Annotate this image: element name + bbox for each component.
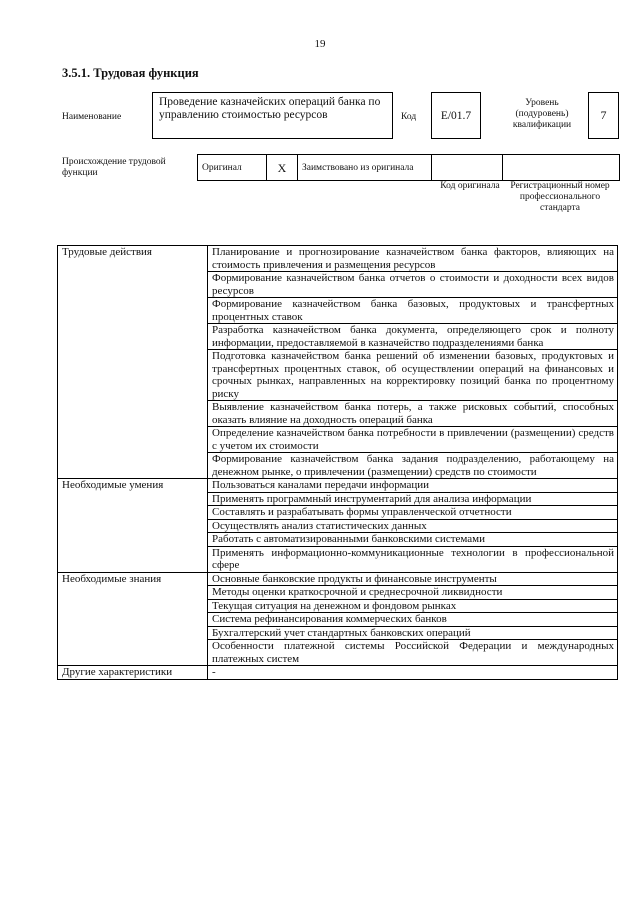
original-mark-cell [267,155,298,181]
reg-caption: Регистрационный номер профессионального стандарта [510,181,610,213]
table-cell: Работать с автоматизированными банковскими системами [208,533,618,547]
table-cell: Разработка казначейством банка документа, определяющего срок и полноту информации, предоставляемой в казначейство подразделениями банка [208,324,618,350]
table-row [58,479,618,493]
level-value-box [588,92,619,139]
section-title: 3.5.1. Трудовая функция [62,66,199,80]
code-value: E/01.7 [440,109,472,122]
category-label: Необходимые умения [62,479,164,491]
category-skills [58,479,208,573]
table-cell: - [208,666,618,680]
category-knowledge [58,572,208,666]
original-code-cell [432,155,503,181]
category-other [58,666,208,680]
table-cell: Методы оценки краткосрочной и среднесрочной ликвидности [208,586,618,600]
origin-label: Происхождение трудовой функции [62,157,166,178]
table-row [58,572,618,586]
table-cell: Пользоваться каналами передачи информации [208,479,618,493]
table-cell: Текущая ситуация на денежном и фондовом рынках [208,599,618,613]
name-value: Проведение казначейских операций банка по управлению стоимостью ресурсов [159,96,381,121]
code-label: Код [401,112,417,122]
page-number: 19 [314,38,326,50]
table-cell: Выявление казначейством банка потерь, а также рисковых событий, способных оказать влияние на доходность операций банка [208,401,618,427]
category-label: Необходимые знания [62,572,162,585]
table-cell: Основные банковские продукты и финансовые инструменты [208,572,618,586]
original-label-cell [198,155,267,181]
table-cell: Система рефинансирования коммерческих банков [208,613,618,627]
borrowed-label: Заимствовано из оригинала [302,162,414,173]
code-caption: Код оригинала [440,181,500,191]
name-label: Наименование [62,112,122,122]
category-labor-actions [58,246,208,479]
original-label: Оригинал [202,162,242,173]
table-cell: Формирование казначейством банка базовых, продуктовых и трансфертных процентных ставок [208,298,618,324]
origin-table [197,154,620,181]
original-mark: X [277,160,287,175]
table-row [58,246,618,272]
table-cell: Применять программный инструментарий для анализа информации [208,492,618,506]
category-label: Другие характеристики [62,666,173,678]
level-label: Уровень (подуровень) квалификации [512,98,572,130]
code-value-box [431,92,481,139]
name-value-box [152,92,393,139]
table-cell: Осуществлять анализ статистических данных [208,519,618,533]
main-table [57,245,618,680]
table-cell: Составлять и разрабатывать формы управленческой отчетности [208,506,618,520]
table-cell: Бухгалтерский учет стандартных банковских операций [208,626,618,640]
table-cell: Применять информационно-коммуникационные технологии в профессиональной сфере [208,546,618,572]
category-label: Трудовые действия [62,246,152,258]
table-cell: Особенности платежной системы Российской Федерации и международных платежных систем [208,640,618,666]
table-cell: Определение казначейством банка потребности в привлечении (размещении) средств с учетом их стоимости [208,427,618,453]
table-cell: Подготовка казначейством банка решений об изменении базовых, продуктовых и трансфертных процентных ставок, об осуществлении операций на финансовых и срочных рынках, направленных на корректировку позиций банка по процентному риску [208,350,618,401]
borrowed-label-cell [298,155,432,181]
table-cell: Формирование казначейством банка отчетов о стоимости и доходности всех видов ресурсов [208,272,618,298]
table-cell: Формирование казначейством банка задания подразделению, работающему на денежном рынке, о привлечении (размещении) средств по стоимости [208,453,618,479]
level-value: 7 [600,108,607,122]
reg-number-cell [503,155,620,181]
table-row [58,666,618,680]
table-cell: Планирование и прогнозирование казначейством банка факторов, влияющих на стоимость привлечения и размещения ресурсов [208,246,618,272]
